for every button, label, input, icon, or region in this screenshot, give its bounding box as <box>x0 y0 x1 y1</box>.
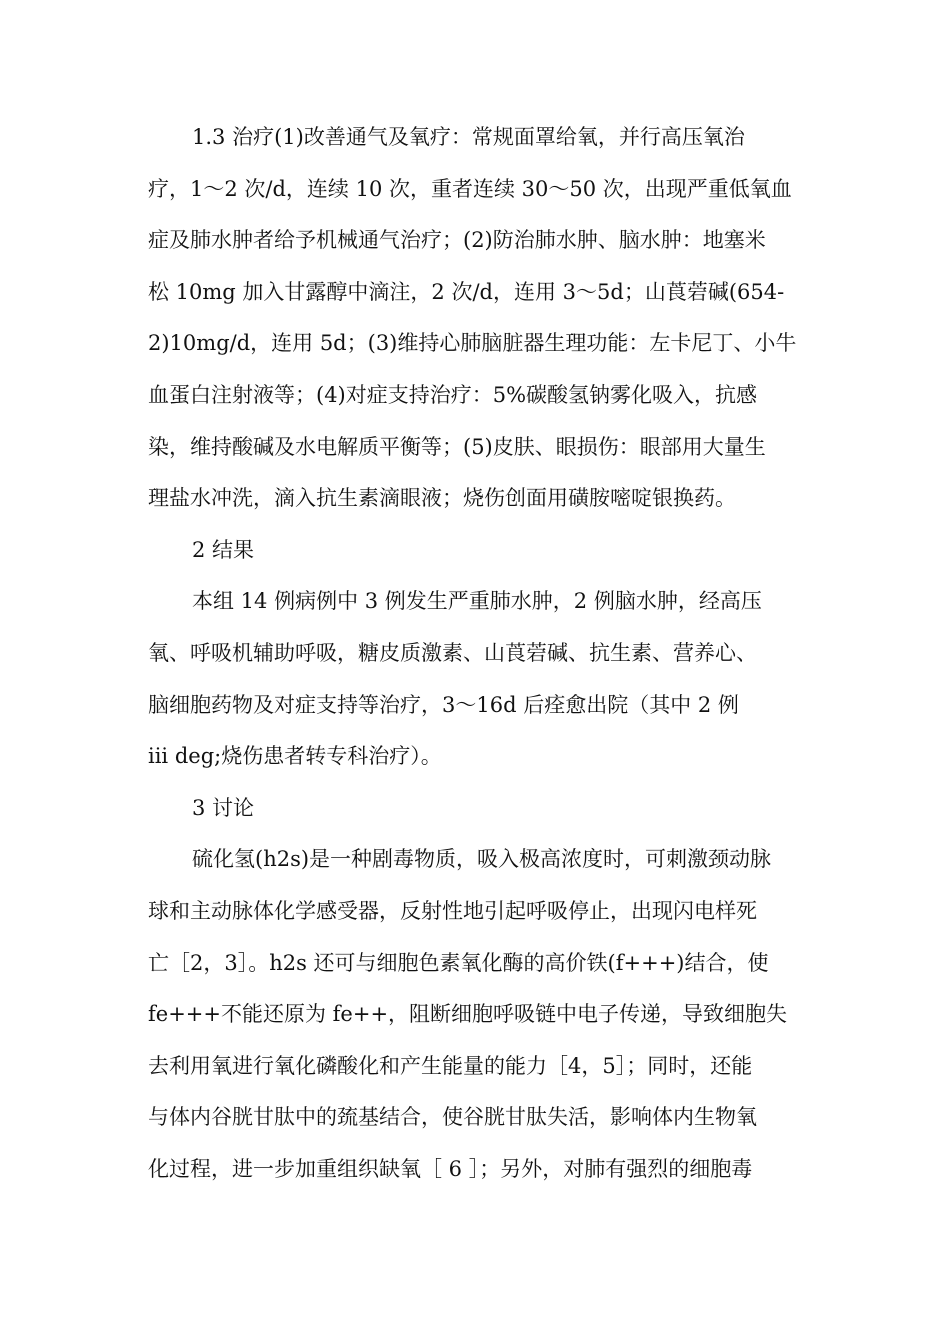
text-line: 疗，1～2 次/d，连续 10 次，重者连续 30～50 次，出现严重低氧血 <box>148 176 792 201</box>
text-line: 脑细胞药物及对症支持等治疗，3～16d 后痊愈出院（其中 2 例 <box>148 692 739 717</box>
text-line: 球和主动脉体化学感受器，反射性地引起呼吸停止，出现闪电样死 <box>148 898 757 923</box>
document-body <box>148 112 803 1195</box>
text-line: fe+++不能还原为 fe++，阻断细胞呼吸链中电子传递，导致细胞失 <box>148 1002 788 1027</box>
text-line: 症及肺水肿者给予机械通气治疗；(2)防治肺水肿、脑水肿：地塞米 <box>148 228 766 253</box>
text-line: 理盐水冲洗，滴入抗生素滴眼液；烧伤创面用磺胺嘧啶银换药。 <box>148 486 736 511</box>
text-line: 染，维持酸碱及水电解质平衡等；(5)皮肤、眼损伤：眼部用大量生 <box>148 434 766 459</box>
text-line: 亡［2，3］。h2s 还可与细胞色素氧化酶的高价铁(f+++)结合，使 <box>148 950 769 975</box>
text-line: 本组 14 例病例中 3 例发生严重肺水肿，2 例脑水肿，经高压 <box>192 589 762 614</box>
text-line: 化过程，进一步加重组织缺氧［ 6 ］；另外，对肺有强烈的细胞毒 <box>148 1156 753 1181</box>
text-line: 3 讨论 <box>192 795 255 820</box>
text-line: 2)10mg/d，连用 5d；(3)维持心肺脑脏器生理功能：左卡尼丁、小牛 <box>148 331 797 356</box>
text-line: 1.3 治疗(1)改善通气及氧疗：常规面罩给氧，并行高压氧治 <box>192 125 745 149</box>
text-line: iii deg;烧伤患者转专科治疗）。 <box>148 744 442 769</box>
text-line: 血蛋白注射液等；(4)对症支持治疗：5%碳酸氢钠雾化吸入，抗感 <box>148 382 758 407</box>
text-line: 去利用氧进行氧化磷酸化和产生能量的能力［4，5］；同时，还能 <box>148 1053 753 1078</box>
text-line: 氧、呼吸机辅助呼吸，糖皮质激素、山莨菪碱、抗生素、营养心、 <box>148 640 757 665</box>
text-line: 2 结果 <box>192 537 255 562</box>
text-line: 松 10mg 加入甘露醇中滴注，2 次/d，连用 3～5d；山莨菪碱(654- <box>148 279 785 304</box>
text-line: 硫化氢(h2s)是一种剧毒物质，吸入极高浓度时，可刺激颈动脉 <box>192 847 772 872</box>
text-line: 与体内谷胱甘肽中的巯基结合，使谷胱甘肽失活，影响体内生物氧 <box>148 1105 757 1130</box>
